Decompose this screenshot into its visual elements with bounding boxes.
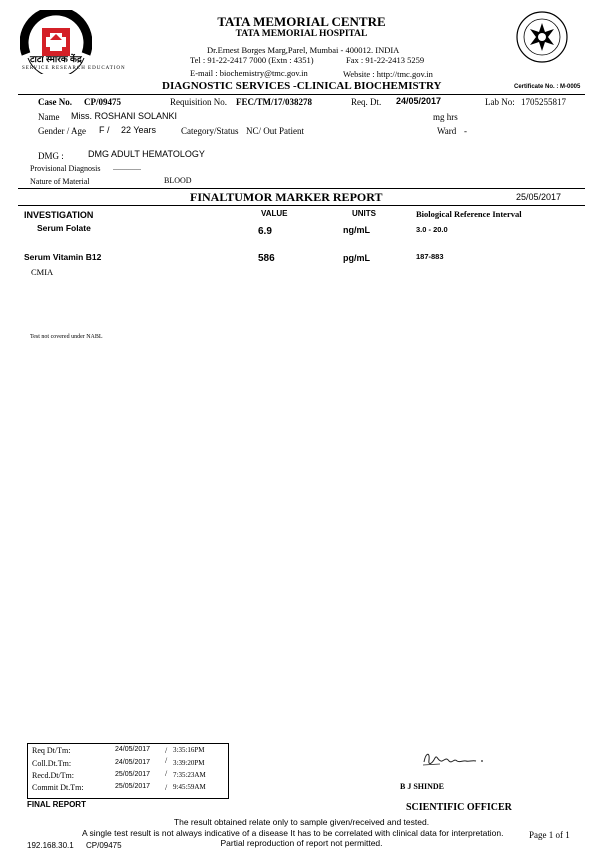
certificate-number: Certificate No. : M-0005 (514, 84, 581, 90)
timestamp-label: Coll.Dt.Tm: (32, 759, 72, 768)
timestamp-sep: / (165, 746, 168, 755)
age-value: 22 Years (121, 125, 157, 135)
name-label: Name (38, 112, 60, 122)
hospital-title: TATA MEMORIAL HOSPITAL (235, 29, 368, 39)
test-name: Serum Vitamin B12 (24, 252, 102, 262)
timestamp-row (32, 771, 224, 783)
website: Website : http://tmc.gov.in (343, 69, 433, 79)
requisition-label: Requisition No. (170, 97, 228, 107)
patient-name: Miss. ROSHANI SOLANKI (71, 111, 178, 121)
case-value: CP/09475 (84, 97, 121, 107)
timestamp-time: 9:45:59AM (173, 783, 206, 791)
gender-age-label: Gender / Age (38, 126, 86, 136)
telephone: Tel : 91-22-2417 7000 (Extn : 4351) (190, 55, 314, 65)
test-value: 586 (258, 253, 275, 264)
timestamp-time: 3:39:20PM (173, 759, 205, 767)
timestamp-sep: / (165, 769, 168, 778)
requisition-value: FEC/TM/17/038278 (236, 97, 312, 107)
timestamp-sep: / (165, 783, 168, 792)
case-label: Case No. (38, 97, 72, 107)
dmg-label: DMG : (38, 151, 64, 161)
test-method: CMIA (31, 267, 54, 277)
signatory-title: SCIENTIFIC OFFICER (406, 802, 512, 813)
department-title: DIAGNOSTIC SERVICES -CLINICAL BIOCHEMISTRY (162, 80, 442, 92)
timestamp-table (27, 743, 229, 799)
logo-hindi-text: टाटा स्मारक केंद्र (30, 54, 82, 64)
email: E-mail : biochemistry@tmc.gov.in (190, 68, 308, 78)
category-label: Category/Status (181, 126, 239, 136)
timestamp-date: 25/05/2017 (115, 771, 151, 778)
address: Dr.Ernest Borges Marg,Parel, Mumbai - 400012. INDIA (207, 45, 400, 55)
ward-value: - (464, 126, 467, 136)
timestamp-row (32, 746, 224, 758)
divider (18, 94, 585, 95)
test-units: pg/mL (343, 253, 370, 263)
req-date-value: 24/05/2017 (396, 96, 442, 106)
logo-motto: SERVICE RESEARCH EDUCATION (22, 66, 126, 71)
lab-no-value: 1705255817 (521, 97, 566, 107)
ip-address: 192.168.30.1 (27, 841, 74, 850)
signature (420, 748, 490, 772)
timestamp-row (32, 783, 224, 795)
category-value: NC/ Out Patient (246, 126, 304, 136)
timestamp-date: 25/05/2017 (115, 783, 151, 790)
col-units: UNITS (352, 209, 376, 218)
col-reference: Biological Reference Interval (416, 209, 522, 219)
page-number: Page 1 of 1 (529, 830, 570, 840)
divider (18, 188, 585, 189)
disclaimer-line-3: Partial reproduction of report not permitted. (220, 838, 383, 848)
disclaimer-line-1: The result obtained relate only to sample given/received and tested. (173, 817, 430, 827)
disclaimer-line-2: A single test result is not always indicative of a disease It has to be correlated with clinical data for interpretation. (82, 828, 504, 838)
timestamp-time: 7:35:23AM (173, 771, 206, 779)
col-value: VALUE (261, 209, 288, 218)
test-reference: 187-883 (416, 252, 444, 261)
timestamp-row (32, 756, 224, 771)
provisional-diagnosis-label: Provisional Diagnosis (30, 164, 101, 173)
test-name: Serum Folate (37, 223, 91, 233)
report-date: 25/05/2017 (516, 192, 562, 202)
lab-no-label: Lab No: (485, 97, 515, 107)
test-value: 6.9 (258, 226, 272, 237)
test-reference: 3.0 - 20.0 (416, 225, 448, 234)
provisional-diagnosis-value: .............. (113, 163, 141, 172)
divider (18, 205, 585, 206)
footer-case-number: CP/09475 (86, 841, 122, 850)
ward-label: Ward (437, 126, 457, 136)
test-units: ng/mL (343, 225, 370, 235)
timestamp-label: Commit Dt.Tm: (32, 783, 84, 792)
timestamp-date: 24/05/2017 (115, 759, 151, 766)
signatory-name: B J SHINDE (400, 782, 445, 791)
centre-title: TATA MEMORIAL CENTRE (217, 14, 386, 29)
material-value: BLOOD (164, 176, 192, 185)
nabl-note: Test not covered under NABL (30, 334, 103, 340)
material-label: Nature of Material (30, 177, 90, 186)
req-date-label: Req. Dt. (351, 97, 382, 107)
gender-value: F / (99, 125, 110, 135)
timestamp-label: Recd.Dt/Tm: (32, 771, 74, 780)
report-title: FINALTUMOR MARKER REPORT (190, 190, 383, 204)
timestamp-sep: / (165, 756, 168, 765)
timestamp-time: 3:35:16PM (173, 746, 205, 754)
timestamp-date: 24/05/2017 (115, 746, 151, 753)
dmg-value: DMG ADULT HEMATOLOGY (88, 149, 205, 159)
timestamp-label: Req Dt/Tm: (32, 746, 71, 755)
fax: Fax : 91-22-2413 5259 (346, 55, 425, 65)
col-investigation: INVESTIGATION (24, 210, 94, 220)
mg-hrs: mg hrs (433, 112, 458, 122)
final-report-label: FINAL REPORT (27, 800, 86, 809)
